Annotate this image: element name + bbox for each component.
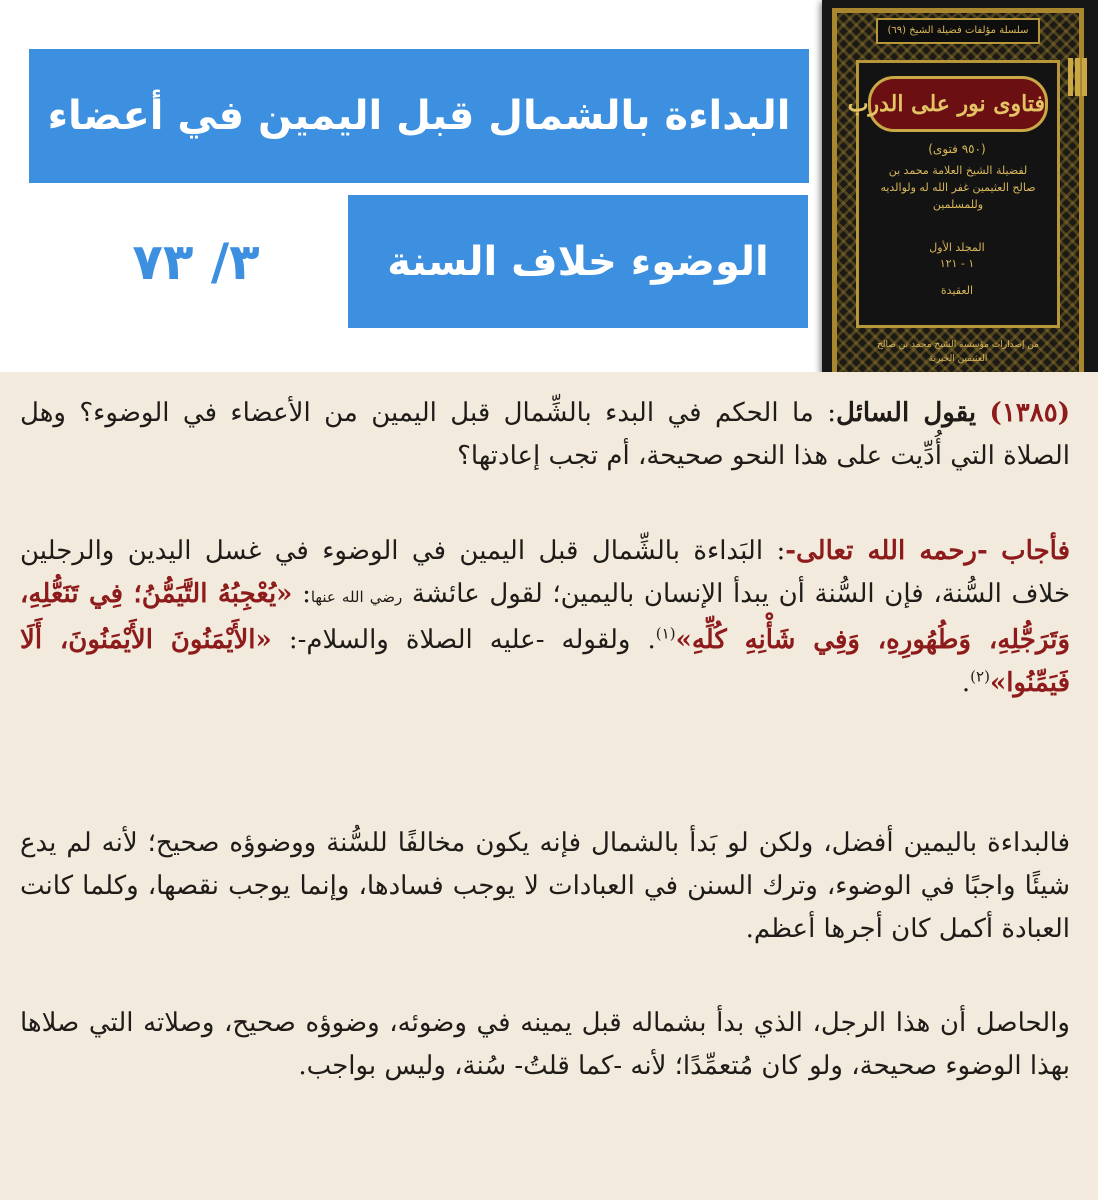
title-banner-line1 — [29, 49, 809, 183]
book-cover-image — [822, 0, 1098, 392]
paragraph-2: فالبداءة باليمين أفضل، ولكن لو بَدأ بالشمال فإنه يكون مخالفًا للسُّنة ووضوؤه صحيح؛ لأنه لم يدع شيئًا واجبًا في الوضوء، وترك السنن في العبادات لا يوجب فسادها، وإنما يوجب نقصها، وكلما كانت العبادة أكمل كان أجرها أعظم. — [20, 828, 1070, 944]
book-topic: العقيدة — [940, 284, 974, 297]
book-publisher: من إصدارات مؤسسة الشيخ محمد بن صالح العثيمين الخيرية — [876, 340, 1040, 364]
title-line2-text: الوضوء خلاف السنة — [387, 238, 769, 285]
title-line1-text: البداءة بالشمال قبل اليمين في أعضاء — [47, 93, 791, 139]
paragraph-3: والحاصل أن هذا الرجل، الذي بدأ بشماله قبل يمينه في وضوئه، وضوؤه صحيح، وصلاته التي صلاها بهذا الوضوء صحيحة، ولو كان مُتعمِّدًا؛ لأنه -كما قلتُ- سُنة، وليس بواجب. — [20, 1008, 1070, 1081]
answer-lead: فأجاب — [1001, 536, 1070, 566]
footnote-marker-1: (١) — [655, 624, 676, 643]
answer-invocation: -رحمه الله تعالى- — [785, 536, 988, 566]
book-volume-label: المجلد الأول — [929, 241, 985, 254]
books-icon — [1057, 58, 1087, 98]
answer-paragraph: فأجاب -رحمه الله تعالى-: البَداءة بالشِّمال قبل اليمين في الوضوء في غسل اليدين والرجلين خلاف السُّنة، فإن السُّنة أن يبدأ الإنسان باليمين؛ لقول عائشة رضي الله عنها: «يُعْجِبُهُ التَّيَمُّنُ؛ فِي تَنَعُّلِهِ، وَتَرَجُّلِهِ، وَطُهُورِهِ، وَفِي شَأْنِهِ كُلِّهِ»$^{(١)}$. ولقوله -عليه الصلاة والسلام-: «الأَيْمَنُونَ الأَيْمَنُونَ، أَلَا فَيَمِّنُوا»$^{(٢)}$. — [20, 536, 1071, 698]
answer-text-2: . ولقوله -عليه الصلاة والسلام-: — [288, 625, 656, 655]
hadith-quote-2: «الأَيْمَنُونَ الأَيْمَنُونَ، أَلَا فَيَمِّنُوا» — [20, 625, 1070, 698]
volume-page-reference: ٣/ ٧٣ — [132, 233, 260, 291]
book-title: فتاوى نور على الدرب — [868, 76, 1048, 132]
book-series-label: سلسلة مؤلفات فضيلة الشيخ (٦٩) — [876, 18, 1040, 44]
answer-text-1: : البَداءة بالشِّمال قبل اليمين في الوضوء في غسل اليدين والرجلين خلاف السُّنة، فإن السُّنة أن يبدأ الإنسان باليمين؛ لقول عائشة — [20, 536, 1071, 609]
book-volume — [902, 240, 1012, 272]
honorific-glyph: رضي الله عنها — [310, 588, 403, 606]
question-lead: يقول السائل — [836, 398, 977, 428]
question-number: (١٣٨٥) — [989, 398, 1071, 428]
footnote-marker-2: (٢) — [970, 667, 990, 686]
title-banner-line2 — [348, 195, 808, 328]
question-text: : ما الحكم في البدء بالشِّمال قبل اليمين من الأعضاء في الوضوء؟ وهل الصلاة التي أُدِّيت على هذا النحو صحيحة، أم تجب إعادتها؟ — [20, 398, 1070, 471]
answer-text-3: . — [961, 668, 971, 698]
question-paragraph — [20, 392, 1070, 478]
book-author: لفضيلة الشيخ العلامة محمد بن صالح العثيمين غفر الله له ولوالديه وللمسلمين — [880, 164, 1036, 211]
book-volume-range: ١ - ١٢١ — [939, 257, 975, 270]
book-fatwa-count: (٩٥٠ فتوى) — [928, 142, 986, 156]
hadith-quote-1: «يُعْجِبُهُ التَّيَمُّنُ؛ فِي تَنَعُّلِهِ، وَتَرَجُّلِهِ، وَطُهُورِهِ، وَفِي شَأْنِهِ كُلِّهِ» — [20, 579, 1071, 655]
scanned-book-page — [0, 372, 1098, 1200]
